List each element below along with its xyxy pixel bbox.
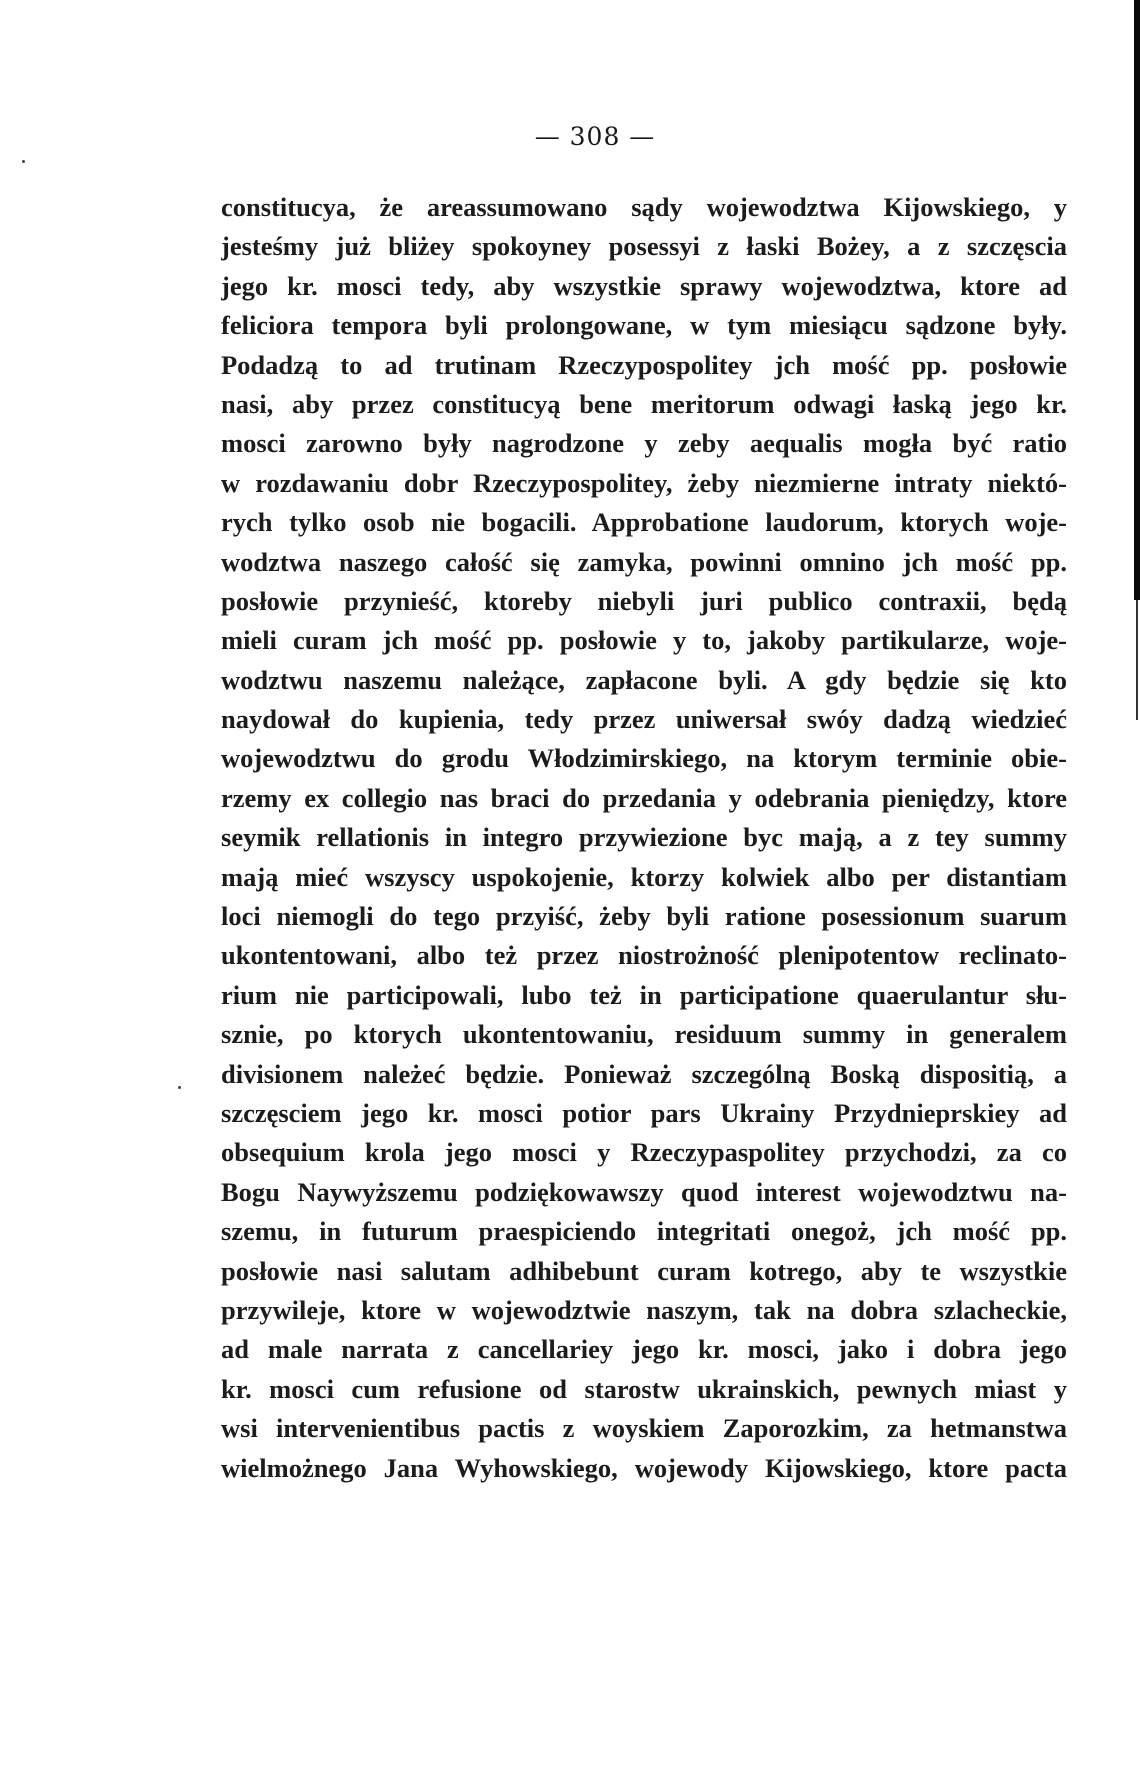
text-line: naydował do kupienia, tedy przez uniwersał swóy dadzą wiedzieć — [221, 704, 1067, 735]
text-line: divisionem należeć będzie. Ponieważ szczególną Boską dispositią, a — [221, 1058, 1067, 1089]
text-line: wielmożnego Jana Wyhowskiego, wojewody Kijowskiego, ktore pacta — [221, 1452, 1067, 1483]
text-line: nasi, aby przez constitucyą bene meritorum odwagi łaską jego kr. — [221, 388, 1067, 419]
text-line: rium nie participowali, lubo też in participatione quaerulantur słu- — [221, 979, 1067, 1010]
text-line: constitucya, że areassumowano sądy wojewodztwa Kijowskiego, y — [221, 192, 1067, 222]
text-line: feliciora tempora byli prolongowane, w tym miesiącu sądzone były. — [221, 310, 1067, 341]
text-line: mosci zarowno były nagrodzone y zeby aequalis mogła być ratio — [221, 428, 1067, 459]
text-line: ukontentowani, albo też przez niostrożność plenipotentow reclinato- — [221, 940, 1067, 971]
text-line: ad male narrata z cancellariey jego kr. mosci, jako i dobra jego — [221, 1334, 1067, 1365]
text-line: mają mieć wszyscy uspokojenie, ktorzy kolwiek albo per distantiam — [221, 861, 1067, 892]
text-line: jesteśmy już bliżey spokoyney posessyi z łaski Bożey, a z szczęscia — [221, 231, 1067, 262]
text-line: Podadzą to ad trutinam Rzeczypospolitey jch mość pp. posłowie — [221, 349, 1067, 380]
text-line: seymik rellationis in integro przywiezione byc mają, a z tey summy — [221, 822, 1067, 853]
text-line: rzemy ex collegio nas braci do przedania y odebrania pieniędzy, ktore — [221, 782, 1067, 813]
text-line: mieli curam jch mość pp. posłowie y to, jakoby partikularze, woje- — [221, 625, 1067, 656]
text-line: sznie, po ktorych ukontentowaniu, residuum summy in generalem — [221, 1019, 1067, 1050]
text-line: wojewodztwu do grodu Włodzimirskiego, na ktorym terminie obie- — [221, 743, 1067, 774]
text-line: szemu, in futurum praespiciendo integritati onegoż, jch mość pp. — [221, 1216, 1067, 1247]
body-text — [221, 188, 1067, 1488]
text-line: w rozdawaniu dobr Rzeczypospolitey, żeby niezmierne intraty niektó- — [221, 467, 1067, 498]
scan-speck — [178, 1086, 181, 1089]
text-line: przywileje, ktore w wojewodztwie naszym, tak na dobra szlacheckie, — [221, 1294, 1067, 1325]
text-line: posłowie nasi salutam adhibebunt curam kotrego, aby te wszystkie — [221, 1255, 1067, 1286]
text-line: jego kr. mosci tedy, aby wszystkie sprawy wojewodztwa, ktore ad — [221, 270, 1067, 301]
text-line: wodztwu naszemu należące, zapłacone byli. A gdy będzie się kto — [221, 664, 1067, 695]
scan-edge-line — [1136, 600, 1138, 720]
text-line: wodztwa naszego całość się zamyka, powinni omnino jch mość pp. — [221, 546, 1067, 577]
scan-edge-shadow — [1134, 0, 1140, 600]
text-line: szczęsciem jego kr. mosci potior pars Ukrainy Przydnieprskiey ad — [221, 1097, 1067, 1128]
text-line: Bogu Naywyższemu podziękowawszy quod interest wojewodztwu na- — [221, 1176, 1067, 1207]
text-line: rych tylko osob nie bogacili. Approbatione laudorum, ktorych woje- — [221, 507, 1067, 538]
scan-speck — [22, 160, 25, 163]
text-line: kr. mosci cum refusione od starostw ukrainskich, pewnych miast y — [221, 1373, 1067, 1404]
page-number: — 308 — — [534, 122, 656, 151]
text-line: posłowie przynieść, ktoreby niebyli juri publico contraxii, będą — [221, 585, 1067, 616]
text-line: loci niemogli do tego przyiść, żeby byli ratione posessionum suarum — [221, 901, 1067, 932]
text-line: obsequium krola jego mosci y Rzeczypaspolitey przychodzi, za co — [221, 1137, 1067, 1168]
text-line: wsi intervenientibus pactis z woyskiem Zaporozkim, za hetmanstwa — [221, 1413, 1067, 1444]
